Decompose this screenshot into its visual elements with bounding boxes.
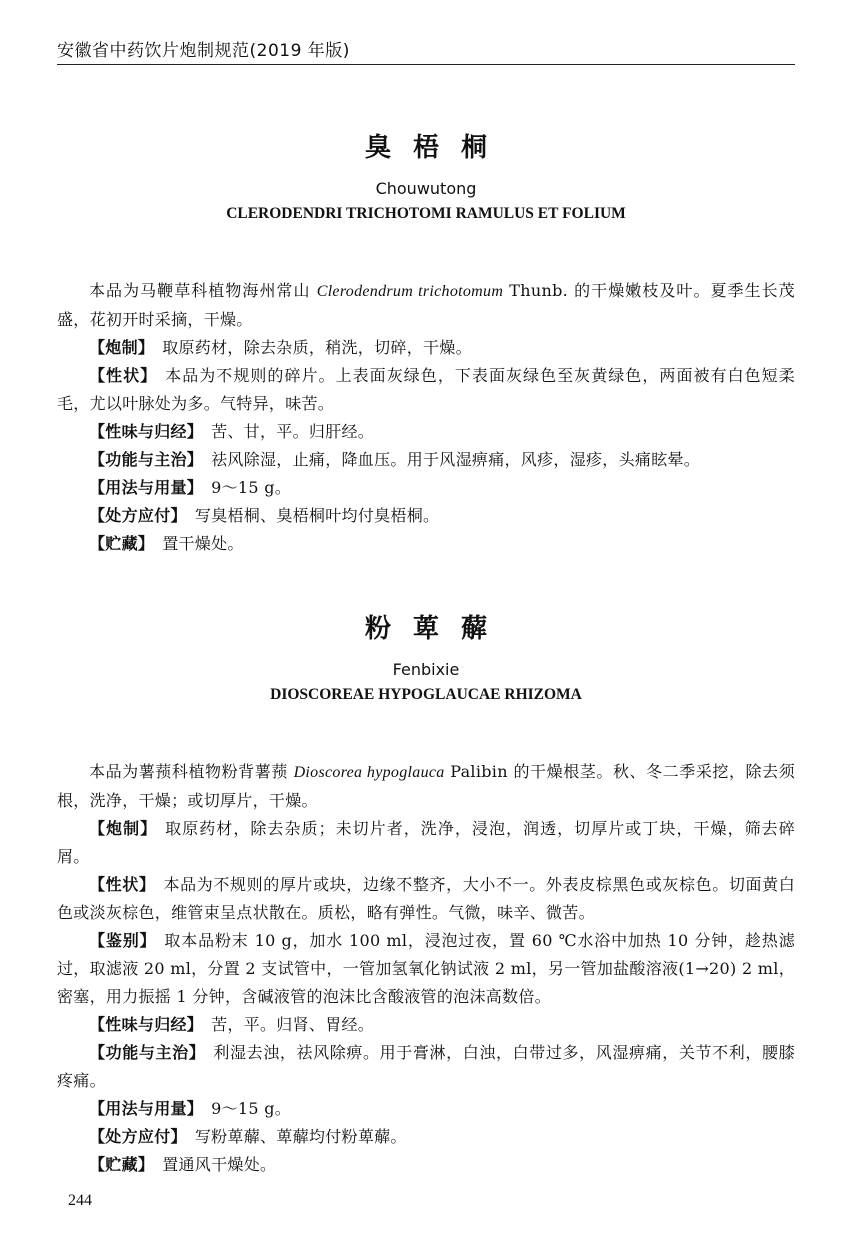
section-label: 【处方应付】 [89,1127,187,1146]
section-actions-indications [57,446,795,474]
entry-body [57,758,795,1179]
section-text: 本品为不规则的碎片。上表面灰绿色，下表面灰绿色至灰黄绿色，两面被有白色短柔毛，尤以叶脉处为多。气特异，味苦。 [57,366,795,413]
section-label: 【性味与归经】 [89,1015,204,1034]
section-identification [57,927,795,1011]
section-label: 【用法与用量】 [89,1099,204,1118]
scientific-name: Dioscorea hypoglauca [293,764,445,781]
entry-intro [57,277,795,334]
section-text: 苦，平。归肾、胃经。 [211,1015,375,1034]
entry-title: 粉萆薢 [364,614,509,644]
section-label: 【用法与用量】 [89,478,204,497]
section-processing [57,334,795,362]
section-text: 取原药材，除去杂质，稍洗，切碎，干燥。 [162,338,472,357]
section-property-meridian [57,1011,795,1039]
entry-body [57,277,795,558]
section-label: 【炮制】 [89,819,158,838]
intro-text: Thunb. 的干燥嫩枝及叶。夏季生长茂盛，花初开时采摘，干燥。 [57,281,795,329]
section-label: 【性状】 [89,875,156,894]
monograph-entry [57,612,795,1179]
section-label: 【贮藏】 [89,534,155,553]
intro-text: 本品为马鞭草科植物海州常山 [89,281,317,300]
section-label: 【炮制】 [89,338,155,357]
section-text: 取原药材，除去杂质；未切片者，洗净，浸泡，润透，切厚片或丁块，干燥，筛去碎屑。 [57,819,795,866]
entry-pinyin: Chouwutong [375,179,477,198]
section-text: 9～15 g。 [211,1099,292,1118]
section-label: 【贮藏】 [89,1155,155,1174]
running-head: 安徽省中药饮片炮制规范(2019 年版) [57,41,350,61]
section-label: 【功能与主治】 [89,1043,206,1062]
section-prescription [57,1123,795,1151]
intro-text: Palibin 的干燥根茎。秋、冬二季采挖，除去须根，洗净，干燥；或切厚片，干燥。 [57,762,795,810]
section-prescription [57,502,795,530]
section-actions-indications [57,1039,795,1095]
section-text: 利湿去浊，祛风除痹。用于膏淋，白浊，白带过多，风湿痹痛，关节不利，腰膝疼痛。 [57,1043,795,1090]
section-dosage [57,474,795,502]
section-description [57,871,795,927]
monograph-entry [57,131,795,558]
intro-text: 本品为薯蓣科植物粉背薯蓣 [89,762,294,781]
section-description [57,362,795,418]
entry-intro [57,758,795,815]
section-dosage [57,1095,795,1123]
section-text: 苦、甘，平。归肝经。 [211,422,375,441]
entry-pinyin: Fenbixie [392,660,460,679]
entry-latin-name: DIOSCOREAE HYPOGLAUCAE RHIZOMA [270,686,582,703]
section-text: 写粉萆薢、萆薢均付粉萆薢。 [194,1127,407,1146]
header-rule [57,64,795,65]
section-text: 本品为不规则的厚片或块，边缘不整齐，大小不一。外表皮棕黑色或灰棕色。切面黄白色或淡灰棕色，维管束呈点状散在。质松，略有弹性。气微，味辛、微苦。 [57,875,796,922]
section-text: 置干燥处。 [162,534,244,553]
section-processing [57,815,795,871]
section-text: 写臭梧桐、臭梧桐叶均付臭梧桐。 [194,506,440,525]
section-label: 【性状】 [89,366,158,385]
section-text: 置通风干燥处。 [162,1155,277,1174]
section-label: 【功能与主治】 [89,450,204,469]
section-storage [57,530,795,558]
section-label: 【处方应付】 [89,506,187,525]
entry-latin-name: CLERODENDRI TRICHOTOMI RAMULUS ET FOLIUM [226,205,626,222]
section-label: 【鉴别】 [89,931,157,950]
scientific-name: Clerodendrum trichotomum [316,283,504,300]
section-text: 祛风除湿，止痛，降血压。用于风湿痹痛，风疹，湿疹，头痛眩晕。 [211,450,701,469]
section-text: 取本品粉末 10 g，加水 100 ml，浸泡过夜，置 60 ℃水浴中加热 10 分钟，趁热滤过，取滤液 20 ml，分置 2 支试管中，一管加氢氧化钠试液 2 ml，另一管加盐酸溶液(1→20) 2 ml，密塞，用力振摇 1 分钟，含碱液管的泡沫比含酸液管的泡沫高数倍。 [57,931,795,1006]
page-number: 244 [68,1192,92,1209]
section-property-meridian [57,418,795,446]
section-storage [57,1151,795,1179]
entry-title: 臭梧桐 [364,133,509,163]
section-label: 【性味与归经】 [89,422,204,441]
section-text: 9～15 g。 [211,478,292,497]
